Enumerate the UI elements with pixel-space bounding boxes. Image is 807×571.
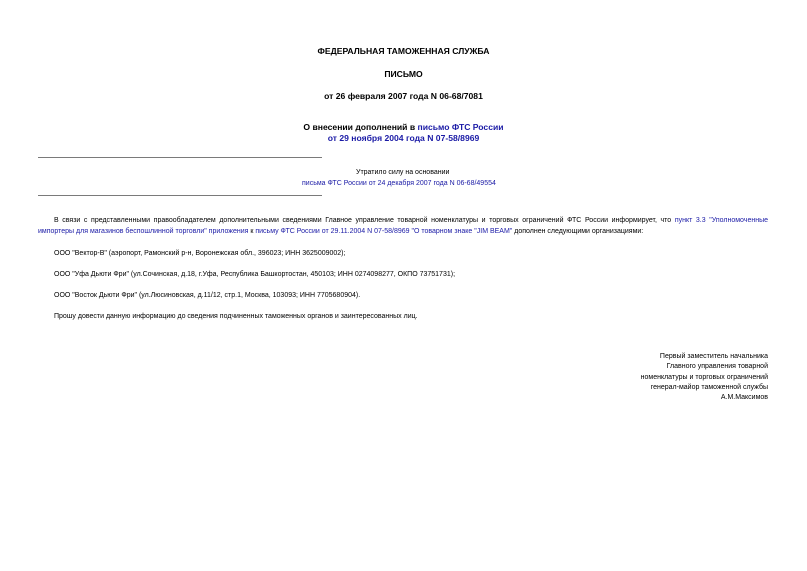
signature-title-line4: генерал-майор таможенной службы	[650, 383, 768, 391]
signatory-name: А.М.Максимов	[720, 394, 768, 402]
subject-prefix: О внесении дополнений в	[303, 122, 418, 132]
divider-top	[38, 157, 322, 158]
subject-link-line1[interactable]: письмо ФТС России	[417, 122, 504, 132]
signature-title-line3: номенклатуры и торговых ограничений	[640, 373, 768, 381]
status-text: Утратило силу на основании	[356, 169, 450, 176]
paragraph-text-3: дополнен следующими организациями:	[512, 227, 644, 235]
appendix-link[interactable]: пункт 3.3 "Уполномоченные импортеры для магазинов беспошлинной торговли" приложения	[38, 217, 768, 235]
document-date-number: от 26 февраля 2007 года N 06-68/7081	[324, 91, 483, 101]
paragraph-text-2: к	[248, 227, 256, 235]
organization-item-1: ООО "Вектор-В" (аэропорт, Рамонский р-н, Воронежская обл., 396023; ИНН 3625009002);	[54, 250, 346, 257]
document-subject	[0, 122, 807, 144]
subject-link-line2[interactable]: от 29 ноября 2004 года N 07-58/8969	[327, 133, 480, 143]
organization-item-3: ООО "Восток Дьюти Фри" (ул.Люсиновская, д.11/12, стр.1, Москва, 103093; ИНН 7705680904).	[54, 292, 361, 299]
status-link[interactable]: письма ФТС России от 24 декабря 2007 года N 06-68/49554	[302, 180, 496, 187]
organization-item-2: ООО "Уфа Дьюти Фри" (ул.Сочинская, д.18, г.Уфа, Республика Башкортостан, 450103; ИНН 0274098277, ОКПО 73751731);	[54, 271, 456, 278]
document-type: ПИСЬМО	[384, 69, 423, 79]
agency-title: ФЕДЕРАЛЬНАЯ ТАМОЖЕННАЯ СЛУЖБА	[317, 46, 490, 56]
closing-paragraph: Прошу довести данную информацию до сведения подчиненных таможенных органов и заинтересованных лиц.	[54, 313, 418, 320]
signature-title-line1: Первый заместитель начальника	[659, 353, 768, 360]
signature-block	[641, 352, 768, 403]
signature-title-line2: Главного управления товарной	[666, 363, 768, 371]
paragraph-main	[38, 216, 768, 237]
letter-link[interactable]: письму ФТС России от 29.11.2004 N 07-58/8969 "О товарном знаке "JIM BEAM"	[255, 227, 513, 235]
paragraph-text-1: В связи с представленными правообладателем дополнительными сведениями Главное управление товарной номенклатуры и торговых ограничений ФТС России информирует, что	[54, 217, 675, 224]
divider-bottom	[38, 195, 322, 196]
